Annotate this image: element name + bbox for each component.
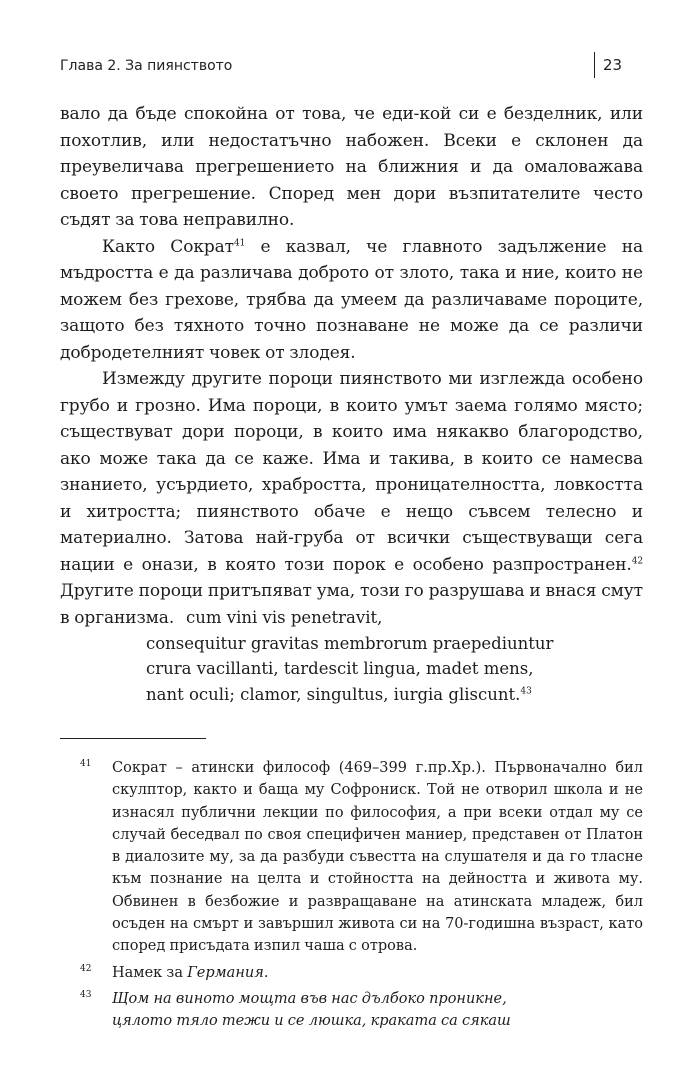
footnote-ref-43[interactable]: 43 <box>520 686 532 696</box>
paragraph-1: вало да бъде спокойна от това, че еди-кой си е безделник, или похотлив, или недостатъчно набожен. Всеки е склонен да преувеличава прегрешението на ближния и да омаловажава своето прегрешение. Според мен дори възпитателите често съдят за това неправилно. <box>60 104 643 230</box>
verse-line-4 <box>146 682 616 708</box>
footnote-43 <box>60 988 643 1033</box>
paragraph-2 <box>60 234 643 367</box>
paragraph-3-text-start: Измежду другите пороци пиянството ми изглежда особено грубо и грозно. Има пороци, в които умът заема голямо място; съществуват дори пороци, в които има някакво благородство, ако може така да се каже. Има и такива, в които се намесва знанието, усърдието, храбростта, проницателността, ловкостта и хитростта; пиянството обаче е нещо съвсем телесно и материално. Затова най-груба от всички съществуващи сега нации е онази, в която този порок е особено разпространен. <box>60 369 643 575</box>
footnote-number-41: 41 <box>80 759 92 769</box>
paragraph-2-text-start: Както Сократ <box>102 236 234 257</box>
footnote-number-42: 42 <box>80 963 92 974</box>
footnote-41 <box>60 757 643 958</box>
footnote-43-line-2: цялото тяло тежи и се люшка, краката са сякаш <box>112 1013 511 1030</box>
paragraph-3-text-end: Другите пороци притъпяват ума, този го разрушава и внася смут в организма. <box>60 581 643 628</box>
footnote-ref-41[interactable]: 41 <box>234 237 246 248</box>
footnote-ref-42[interactable]: 42 <box>631 555 643 566</box>
footnote-42-suffix: . <box>263 964 269 981</box>
verse-line-1: cum vini vis penetravit, <box>186 608 383 627</box>
verse-line-4-text: nant oculi; clamor, singultus, iurgia gliscunt. <box>146 684 521 704</box>
verse-line-3: crura vacillanti, tardescit lingua, madet mens, <box>146 659 534 678</box>
footnote-42-title: Германия <box>187 964 264 981</box>
footnote-number-43: 43 <box>80 989 92 1000</box>
paragraph-3 <box>60 366 643 631</box>
verse-line-2: consequitur gravitas membrorum praepediuntur <box>146 633 554 653</box>
paragraph-2-text-end: е казвал, че главното задължение на мъдростта е да различава доброто от злото, така и ние, които не можем без грехове, трябва да умеем да различаваме пороците, защото без тяхното точно познаване не може да се различи добродетелният човек от злодея. <box>60 236 643 363</box>
footnote-42-prefix: Намек за <box>112 964 188 981</box>
footnotes <box>60 757 643 1037</box>
page-number: 23 <box>594 52 622 78</box>
footnote-41-text: Сократ – атински философ (469–399 г.пр.Хр.). Първоначално бил скулптор, както и баща му Софрониск. Той не отворил школа и не изнасял публични лекции по философия, а при всеки отдал му се случай беседвал по своя специфичен маниер, представен от Платон в диалозите му, за да разбуди съвестта на слушателя и да го тласне към познание на целта и стойността на дейността и живота му. Обвинен в безбожие и развращаване на атинската младеж, бил осъден на смърт и завършил живота си на 70-годишна възраст, като според присъдата изпил чаша с отрова. <box>112 760 643 955</box>
running-title: Глава 2. За пиянството <box>60 58 233 74</box>
footnote-43-line-1: Щом на виното мощта във нас дълбоко проникне, <box>112 990 507 1007</box>
footnote-42 <box>60 962 643 984</box>
main-text <box>60 101 643 631</box>
footnote-divider <box>60 738 206 739</box>
latin-verse <box>146 605 616 707</box>
